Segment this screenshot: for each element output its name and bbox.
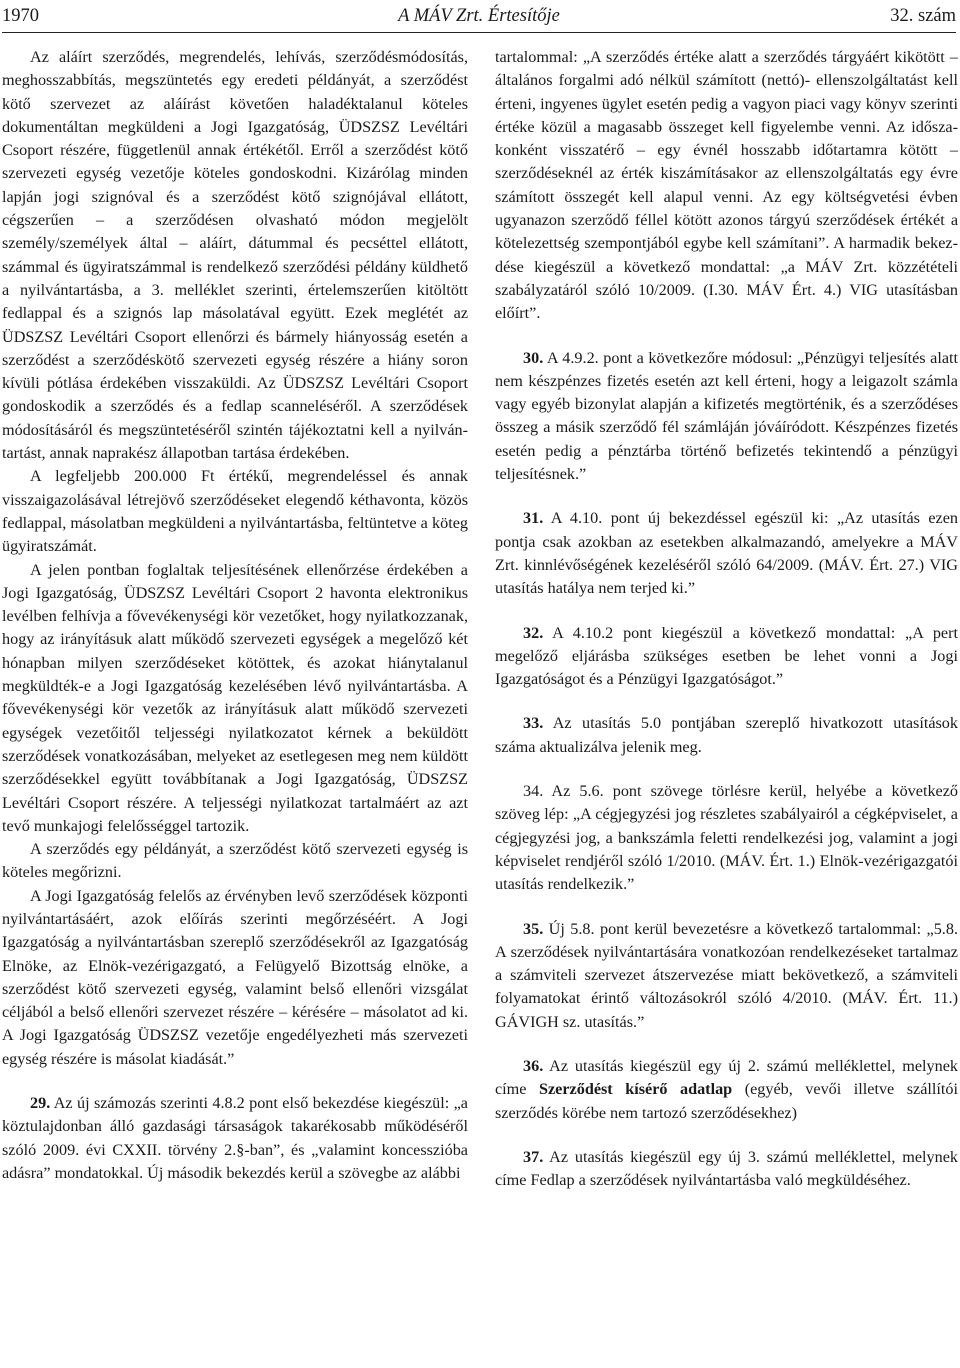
page-header bbox=[2, 4, 956, 32]
paragraph: tartalommal: „A szerződés értéke alatt a szerződés tárgyáért kikötött – általános forgalmi adó nélkül számított (nettó)- ellenszolgáltatást kell érteni, ingyenes ügylet esetén pedig a vagyon piaci vagy könyv szerinti értéke közül a magasabb összeget kell figyelembe venni. Az időszakonként visszatérő – egy évnél hosszabb időtartamra kötött – szerződéseknél az érték kiszámításakor az ellenszolgáltatás egy évre számított összegét kell alapul venni. Az egy költségvetési évben ugyanazon szerződő féllel kötött azonos tárgyú szerződések értékét a kötelezettség szempontjából egybe kell számítani”. A harmadik bekezdése kiegészül a következő mondattal: „a MÁV Zrt. közzétételi szabályzatáról szóló 10/2009. (I.30. MÁV Ért. 4.) VIG utasításban előírt”. bbox=[495, 48, 958, 323]
left-column bbox=[2, 46, 468, 1185]
section-text: A 4.9.2. pont a következőre módosul: „Pénzügyi teljesítés alatt nem készpénzes fizetés esetén azt kell érteni, hogy a leigazolt számla vagy egyéb bizonylat alapján a kifizetés megtörténik, és a szerződéses összeg a másik szerződő fél számláján jóváíródott. Készpénzes fizetés esetén pedig a pénztárba történő befizetés tekintendő a pénzügyi teljesítésnek.” bbox=[495, 348, 958, 484]
section-number: 31. bbox=[523, 509, 544, 528]
section-text: A 4.10.2 pont kiegészül a következő mondattal: „A pert megelőző eljárásba szükséges esetben be lehet vonni a Jogi Igazgatóságot és a Pénzügyi Igazgatóságot.” bbox=[495, 623, 958, 689]
section-text: Az új számozás szerinti 4.8.2 pont első bekezdése kiegészül: „a köztulajdonban álló gazdasági társaságok takarékosabb működéséről szóló 2009. évi CXXII. törvény 2.§-ban”, és „valamint koncesszióba adásra” mondatokkal. Új második bekezdés kerül a szövegbe az alábbi bbox=[2, 1094, 468, 1182]
section-text: Az utasítás kiegészül egy új 2. számú melléklettel, melynek címe bbox=[495, 1056, 958, 1099]
section-32 bbox=[495, 622, 958, 692]
section-36 bbox=[495, 1055, 958, 1125]
section-31 bbox=[495, 507, 958, 600]
section-number: 33. bbox=[523, 714, 544, 733]
journal-title: A MÁV Zrt. Értesítője bbox=[398, 6, 560, 26]
section-text: (egyéb, vevői illetve szállítói szerződés körébe nem tartozó szerződésekhez) bbox=[495, 1080, 958, 1122]
page-number: 1970 bbox=[2, 6, 39, 26]
section-number: 30. bbox=[523, 348, 544, 367]
paragraph: Az aláírt szerződés, megrendelés, lehívás, szerződésmódosítás, meghosszabbítás, megszüntetés egy eredeti példányát, a szerződést kötő szervezet az aláírást követően haladéktalanul köteles dokumentáltan megküldeni a Jogi Igazgatóság, ÜDSZSZ Levéltári Csoport részére, függetlenül annak értékétől. Erről a szerződést kötő szervezeti egység vezetője köteles gondoskodni. Kizárólag minden lapján jogi szignóval és a szerződést kötő szignójával ellátott, cégszerűen – a szerződésen olvasható módon megjelölt személy/személyek által – aláírt, dátummal és pecséttel ellátott, számmal és ügyiratszámmal is rendelkező szerződési példány küldhető a nyilvántartásba, a 3. melléklet szerinti, értelemszerűen kitöltött fedlappal és a szignós lap másolatával együtt. Ezek meglétét az ÜDSZSZ Levéltári Csoport ellenőrzi és bármely hiányosság esetén a szerződést a szerződéskötő szervezeti egység részére a hiány soron kívüli pótlása érdekében visszaküldi. Az ÜDSZSZ Levéltári Csoport gondoskodik a szerződés és a fedlap scanneléséről. A szerződések módosításáról és megszüntetéséről szintén tájékoztatni kell a nyilvántartást, annak naprakész állapotban tartása érdekében. bbox=[2, 48, 468, 463]
paragraph: A jelen pontban foglaltak teljesítésének ellenőrzése érdekében a Jogi Igazgatóság, ÜDSZSZ Levéltári Csoport 2 havonta elektronikus levélben felhívja a fővevékenységi kör vezetőket, hogy nyilatkozzanak, hogy az irányításuk alatt működő szervezeti egységek a megelőző két hónapban milyen szerződéseket kötöttek, és azokat hiánytalanul megküldték-e a Jogi Igazgatóság kezelésében lévő nyilvántartásba. A fővevékenységi kör vezetők az irányításuk alatt működő szervezeti egységek vezetőitől teljességi nyilatkozatot kérnek a beküldött szerződések vonatkozásában, melyeket az esetlegesen meg nem küldött szerződésekkel együtt továbbítanak a Jogi Igazgatóság, ÜDSZSZ Levéltári Csoport részére. A teljességi nyilatkozat tartalmáért az azt tevő munkajogi felelősséggel tartozik. bbox=[2, 560, 468, 835]
header-rule bbox=[2, 32, 956, 33]
section-37 bbox=[495, 1146, 958, 1193]
paragraph: A legfeljebb 200.000 Ft értékű, megrendeléssel és annak visszaigazolásával létrejövő szerződéseket elegendő kéthavonta, közös fedlappal, másolatban megküldeni a nyilvántartásba, feltüntetve a köteg ügyiratszámát. bbox=[2, 467, 468, 556]
paragraph: A Jogi Igazgatóság felelős az érvényben levő szerződések központi nyilvántartásáért, azok előírás szerinti megőrzéséért. A Jogi Igazgatóság a nyilvántartásban szereplő szerződésekről az Igazgatóság Elnöke, az Elnök-vezérigazgató, a Felügyelő Bizottság elnöke, a szerződést kötő szervezeti egység, valamint belső ellenőri vizsgálat céljából a belső ellenőri szervezet részére – kérésére – másolatot ad ki. A Jogi Igazgatóság ÜDSZSZ vezetője engedélyezheti más szervezeti egység részére is másolat kiadását.” bbox=[2, 886, 468, 1068]
section-33 bbox=[495, 712, 958, 759]
section-number: 36. bbox=[523, 1056, 544, 1075]
section-text: Az utasítás 5.0 pontjában szereplő hivatkozott utasítások száma aktualizálva jelenik meg. bbox=[495, 714, 958, 756]
attachment-title: Szerződést kísérő adatlap bbox=[538, 1080, 733, 1099]
section-number: 37. bbox=[523, 1147, 544, 1166]
section-number: 34. bbox=[523, 782, 544, 801]
section-35 bbox=[495, 918, 958, 1034]
section-30 bbox=[495, 347, 958, 487]
section-34 bbox=[495, 780, 958, 896]
right-column bbox=[495, 46, 958, 1192]
section-text: Az utasítás kiegészül egy új 3. számú melléklettel, melynek címe Fedlap a szerződések nyilvántartásba való megküldéséhez. bbox=[495, 1147, 958, 1190]
section-text: A 4.10. pont új bekezdéssel egészül ki: „Az utasítás ezen pontja csak azokban az esetekben alkalmazandó, amelyekre a MÁV Zrt. kinnlévőségének kezeléséről szóló 64/2009. (MÁV. Ért. 27.) VIG utasítás hatálya nem terjed ki.” bbox=[495, 509, 958, 598]
paragraph: A szerződés egy példányát, a szerződést kötő szervezeti egység is köteles megőrizni. bbox=[2, 840, 468, 882]
section-29 bbox=[2, 1092, 468, 1185]
section-text: Az 5.6. pont szövege törlésre kerül, helyébe a következő szöveg lép: „A cégjegyzési jog részletes szabályairól a cégképviselet, a cégjegyzési jog, a bankszámla feletti rendelkezési jog, valamint a jogi képviselet rendjéről szóló 1/2010. (MÁV. Ért. 1.) Elnök-vezérigazgatói utasítás rendelkezik.” bbox=[495, 782, 958, 894]
section-number: 35. bbox=[523, 919, 544, 938]
issue-number: 32. szám bbox=[890, 6, 956, 26]
section-number: 29. bbox=[30, 1094, 51, 1113]
section-text: Új 5.8. pont kerül bevezetésre a következő tartalommal: „5.8. A szerződések nyilvántartására vonatkozóan rendelkezéseket tartalmaz a számviteli szervezet átszervezése miatt bekövetkező, a számviteli folyamatokat érintő változásokról szóló 4/2010. (MÁV. Ért. 11.) GÁVIGH sz. utasítás.” bbox=[495, 919, 958, 1031]
section-number: 32. bbox=[523, 623, 544, 642]
